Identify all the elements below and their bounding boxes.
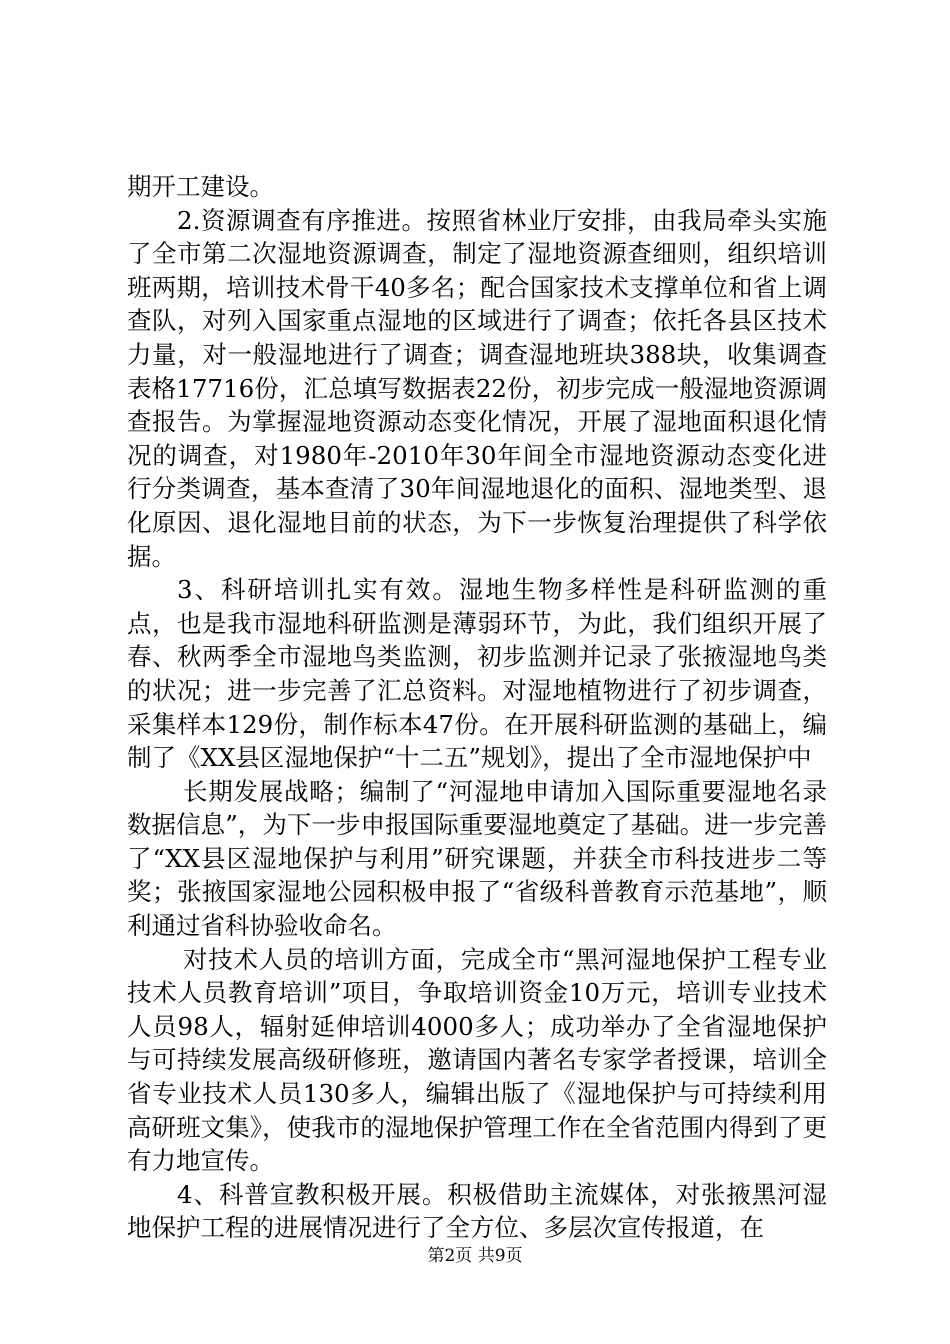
page-number-footer: 第2页 共9页 (427, 1246, 523, 1266)
document-body (127, 170, 827, 1245)
paragraph-research-training: 3、科研培训扎实有效。湿地生物多样性是科研监测的重点，也是我市湿地科研监测是薄弱环节，为此，我们组织开展了春、秋两季全市湿地鸟类监测，初步监测并记录了张掖湿地鸟类的状况；进一步完善了汇总资料。对湿地植物进行了初步调查，采集样本129份，制作标本47份。在开展科研监测的基础上，编制了《XX县区湿地保护“十二五”规划》，提出了全市湿地保护中 (127, 575, 827, 773)
paragraph-resource-survey: 2.资源调查有序推进。按照省林业厅安排，由我局牵头实施了全市第二次湿地资源调查，制定了湿地资源查细则，组织培训班两期，培训技术骨干40多名；配合国家技术支撑单位和省上调查队，对列入国家重点湿地的区域进行了调查；依托各县区技术力量，对一般湿地进行了调查；调查湿地班块388块，收集调查表格17716份，汇总填写数据表22份，初步完成一般湿地资源调查报告。为掌握湿地资源动态变化情况，开展了湿地面积退化情况的调查，对1980年-2010年30年间全市湿地资源动态变化进行分类调查，基本查清了30年间湿地退化的面积、湿地类型、退化原因、退化湿地目前的状态，为下一步恢复治理提供了科学依据。 (127, 205, 827, 571)
paragraph-technician-training: 对技术人员的培训方面，完成全市“黑河湿地保护工程专业技术人员教育培训”项目，争取培训资金10万元，培训专业技术人员98人，辐射延伸培训4000多人；成功举办了全省湿地保护与可持续发展高级研修班，邀请国内著名专家学者授课，培训全省专业技术人员130多人，编辑出版了《湿地保护与可持续利用高研班文集》，使我市的湿地保护管理工作在全省范围内得到了更有力地宣传。 (127, 944, 827, 1176)
paragraph-continuation: 期开工建设。 (127, 172, 274, 201)
paragraph-publicity: 4、科普宣教积极开展。积极借助主流媒体，对张掖黑河湿地保护工程的进展情况进行了全方位、多层次宣传报道，在 (127, 1179, 827, 1243)
paragraph-development-strategy: 长期发展战略；编制了“河湿地申请加入国际重要湿地名录数据信息”，为下一步申报国际重要湿地奠定了基础。进一步完善了“XX县区湿地保护与利用”研究课题，并获全市科技进步二等奖；张掖国家湿地公园积极申报了“省级科普教育示范基地”，顺利通过省科协验收命名。 (127, 776, 827, 941)
